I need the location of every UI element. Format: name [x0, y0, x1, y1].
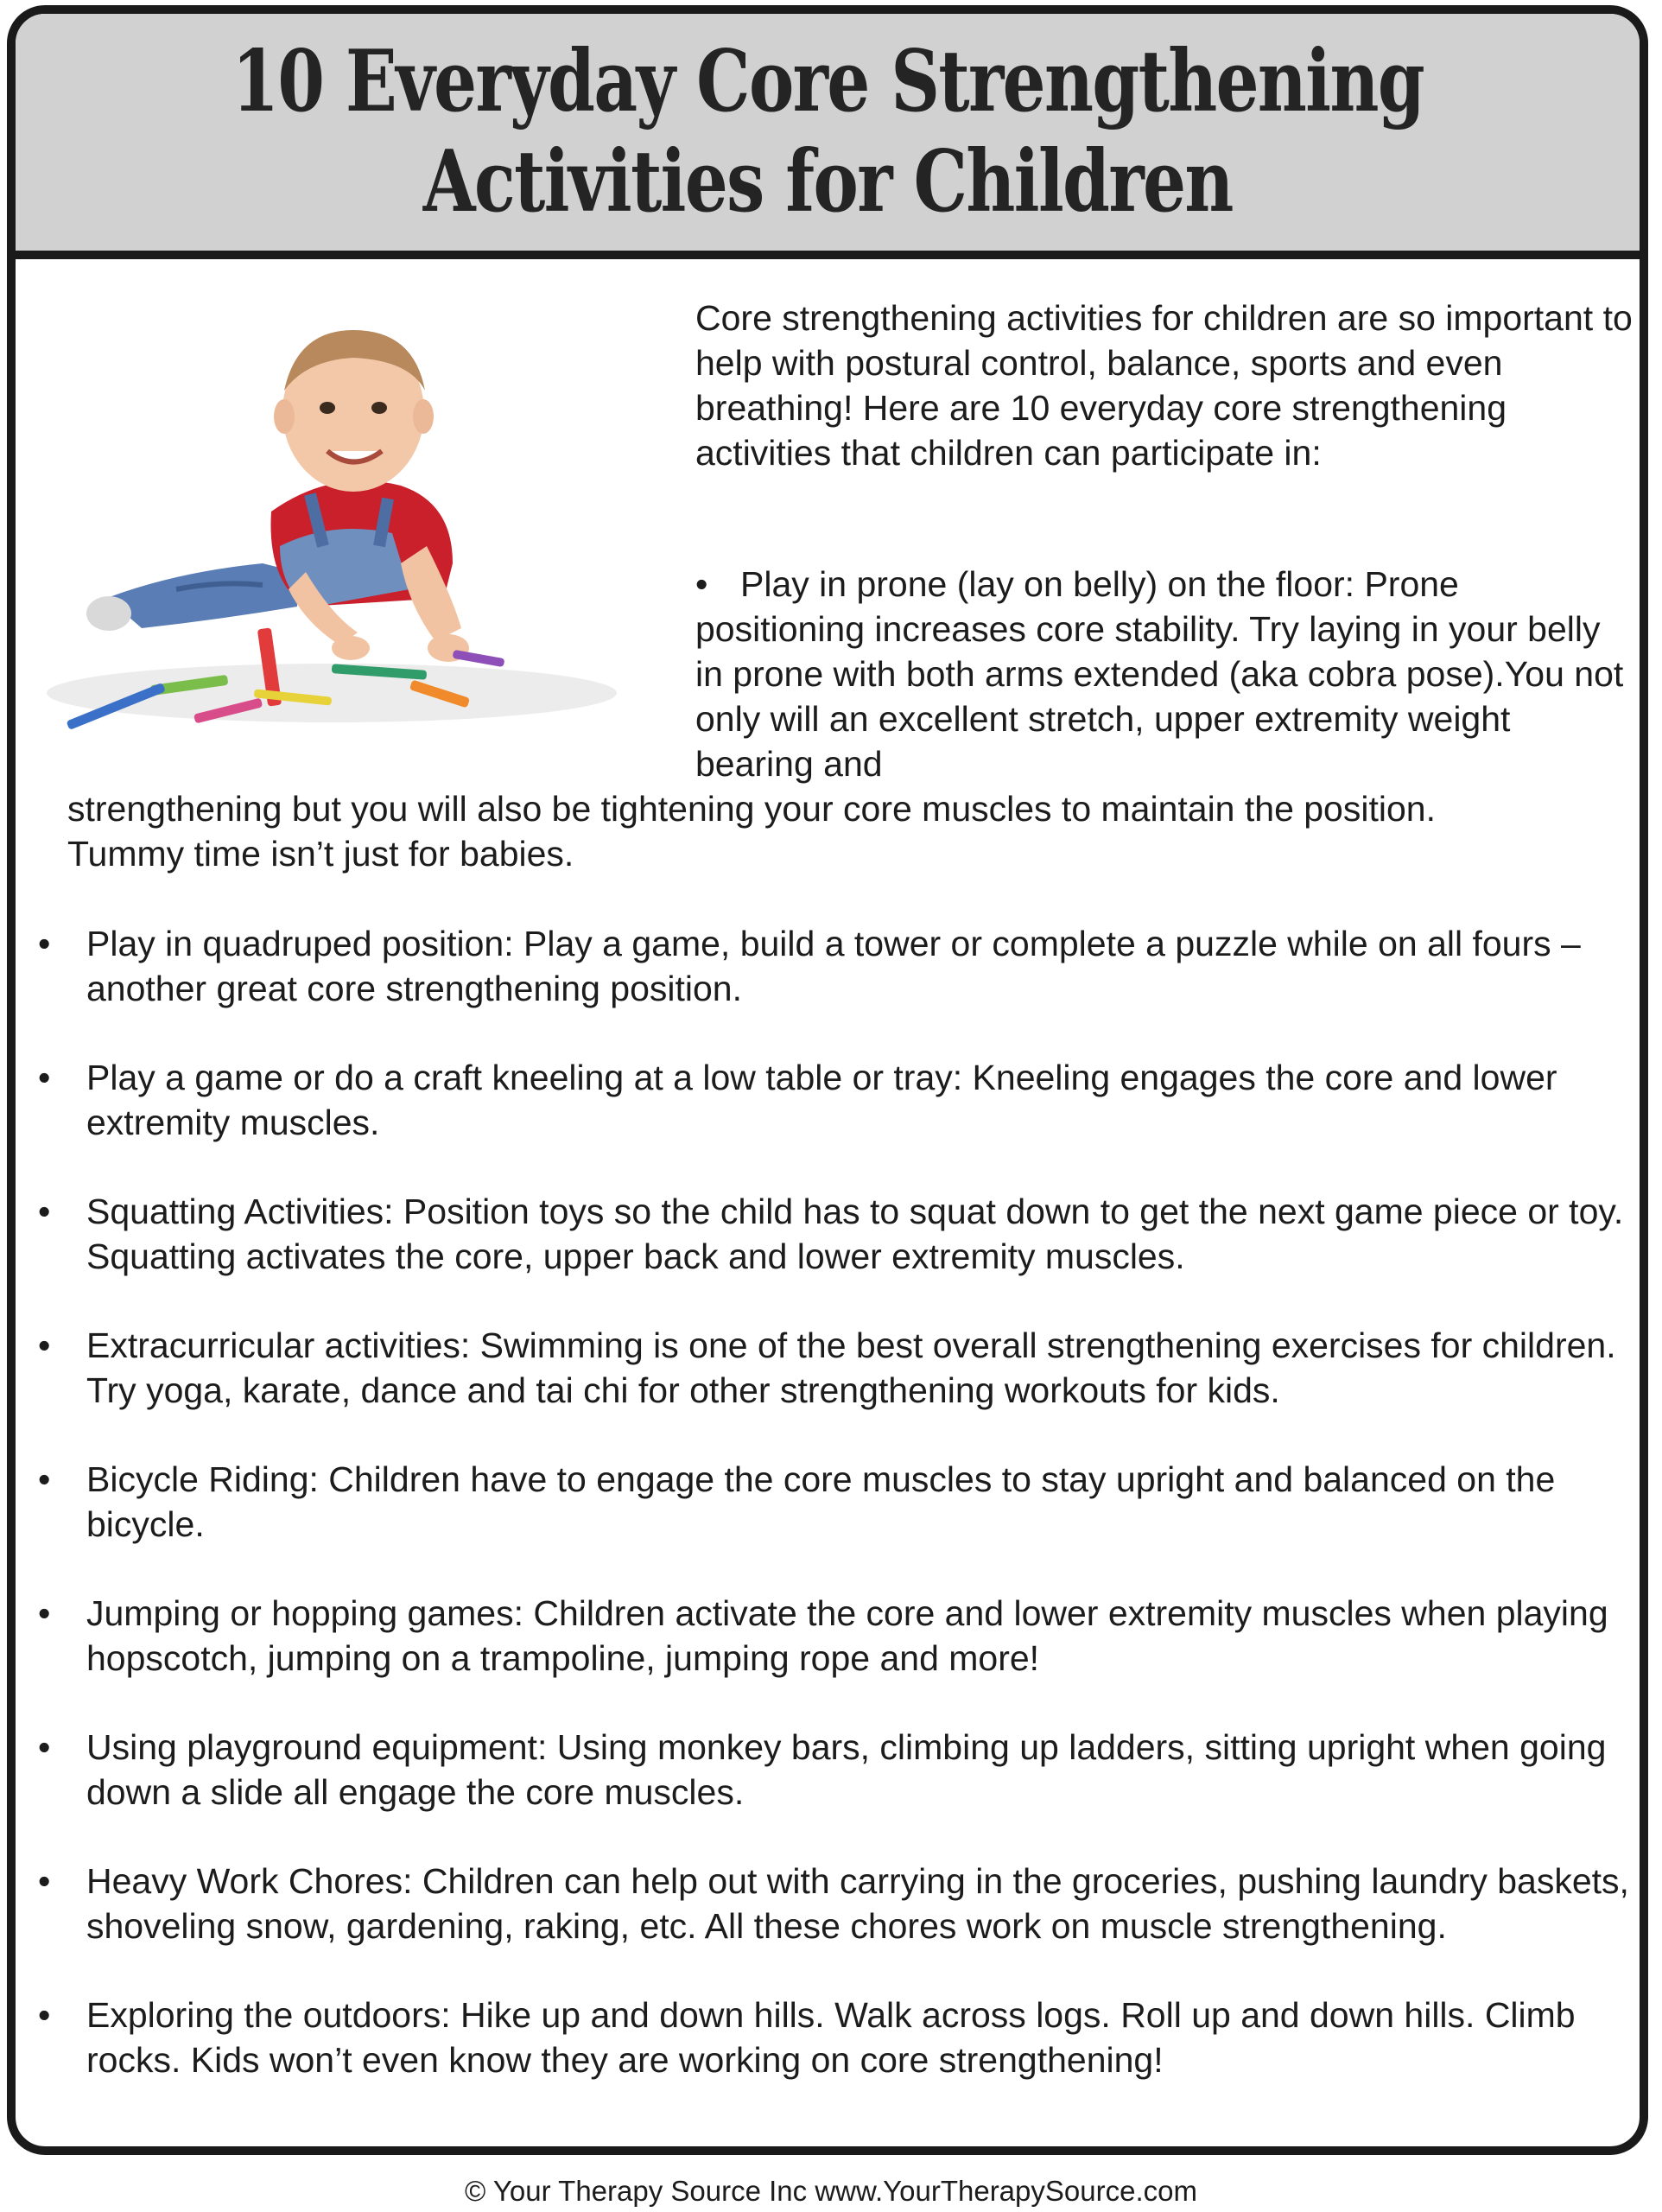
copyright-footer: © Your Therapy Source Inc www.YourTherapySource.com [465, 2175, 1197, 2207]
list-item [38, 921, 1636, 1011]
list-item-text: Jumping or hopping games: Children activate the core and lower extremity muscles when playing hopscotch, jumping on a trampoline, jumping rope and more! [86, 1593, 1608, 1678]
bullet-marker: • [38, 1593, 51, 1633]
list-item-text: Squatting Activities: Position toys so the child has to squat down to get the next game piece or toy. Squatting activates the core, upper back and lower extremity muscles. [86, 1192, 1624, 1276]
list-item-text: Play in quadruped position: Play a game, build a tower or complete a puzzle while on all fours – another great core strengthening position. [86, 924, 1581, 1008]
title-line-2: Activities for Children [422, 132, 1233, 232]
list-item [38, 1859, 1636, 1948]
intro-paragraph: Core strengthening activities for children are so important to help with postural control, balance, sports and even breathing! Here are 10 everyday core strengthening activities that children can participate in: [695, 298, 1633, 473]
list-item-text: Exploring the outdoors: Hike up and down hills. Walk across logs. Roll up and down hills. Climb rocks. Kids won’t even know they are working on core strengthening! [86, 1995, 1576, 2080]
bullet-marker: • [38, 1325, 51, 1365]
list-item [38, 1055, 1636, 1145]
list-item-text: Using playground equipment: Using monkey bars, climbing up ladders, sitting upright when going down a slide all engage the core muscles. [86, 1727, 1607, 1812]
list-item-text: Bicycle Riding: Children have to engage the core muscles to stay upright and balanced on the bicycle. [86, 1459, 1556, 1544]
bullet-marker: • [38, 924, 51, 963]
list-item [38, 1591, 1636, 1681]
list-item-text: Heavy Work Chores: Children can help out with carrying in the groceries, pushing laundry baskets, shoveling snow, gardening, raking, etc. All these chores work on muscle strengthening. [86, 1861, 1629, 1946]
first-bullet-continuation-line-2: Tummy time isn’t just for babies. [67, 834, 574, 874]
first-bullet-continuation-line-1: strengthening but you will also be tightening your core muscles to maintain the position. [67, 789, 1436, 829]
content-area [16, 264, 1640, 2146]
activity-list [38, 921, 1636, 2126]
title-line-1: 10 Everyday Core Strengthening [232, 32, 1424, 131]
bullet-marker: • [695, 564, 708, 604]
bullet-marker: • [38, 1861, 51, 1901]
list-item-text: Play a game or do a craft kneeling at a low table or tray: Kneeling engages the core and lower extremity muscles. [86, 1058, 1557, 1142]
list-item [38, 1457, 1636, 1547]
list-item [38, 1993, 1636, 2082]
first-bullet-continuation [67, 786, 1622, 876]
list-item [38, 1323, 1636, 1413]
title-banner [16, 14, 1640, 259]
bullet-marker: • [38, 1192, 51, 1231]
bullet-marker: • [38, 1727, 51, 1767]
first-bullet-item [695, 562, 1637, 786]
page-title [232, 32, 1424, 232]
list-item [38, 1725, 1636, 1815]
bullet-marker: • [38, 1058, 51, 1097]
child-lying-prone-photo [47, 287, 669, 736]
bullet-marker: • [38, 1459, 51, 1499]
bullet-marker: • [38, 1995, 51, 2035]
list-item [38, 1189, 1636, 1279]
list-item-text: Extracurricular activities: Swimming is one of the best overall strengthening exercises for children. Try yoga, karate, dance and tai chi for other strengthening workouts for kids. [86, 1325, 1616, 1410]
worksheet-frame [7, 5, 1648, 2155]
first-bullet-text: Play in prone (lay on belly) on the floor: Prone positioning increases core stability. Try laying in your belly in prone with both arms extended (aka cobra pose).You not only will an excellent stretch, upper extremity weight bearing and [695, 564, 1624, 784]
